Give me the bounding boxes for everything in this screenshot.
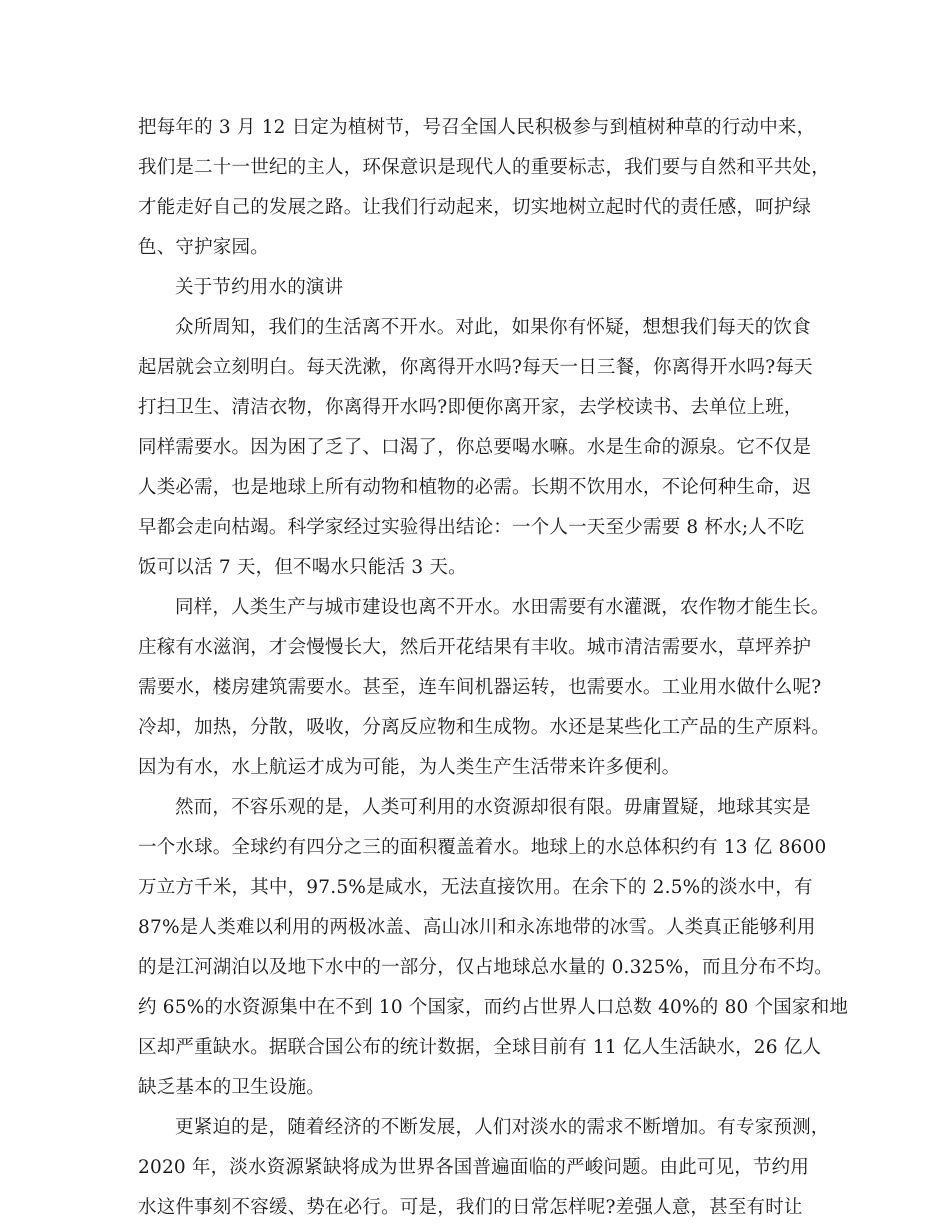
text-line: 打扫卫生、清洁衣物，你离得开水吗?即便你离开家，去学校读书、去单位上班， <box>138 397 803 418</box>
text-line: 冷却，加热，分散，吸收，分离反应物和生成物。水还是某些化工产品的生产原料。 <box>138 717 830 738</box>
text-line: 区却严重缺水。据联合国公布的统计数据，全球目前有 11 亿人生活缺水，26 亿人 <box>138 1037 822 1058</box>
text-line: 众所周知，我们的生活离不开水。对此，如果你有怀疑，想想我们每天的饮食 <box>175 317 811 338</box>
text-line: 的是江河湖泊以及地下水中的一部分，仅占地球总水量的 0.325%，而且分布不均。 <box>138 957 833 978</box>
text-line: 庄稼有水滋润，才会慢慢长大，然后开花结果有丰收。城市清洁需要水，草坪养护 <box>138 637 812 658</box>
text-line: 需要水，楼房建筑需要水。甚至，连车间机器运转，也需要水。工业用水做什么呢? <box>138 677 822 698</box>
text-line: 约 65%的水资源集中在不到 10 个国家，而约占世界人口总数 40%的 80 个国家和地 <box>138 997 849 1018</box>
text-line: 87%是人类难以利用的两极冰盖、高山冰川和永冻地带的冰雪。人类真正能够利用 <box>138 917 816 938</box>
text-line: 人类必需，也是地球上所有动物和植物的必需。长期不饮用水，不论何种生命，迟 <box>138 477 812 498</box>
text-line: 我们是二十一世纪的主人，环保意识是现代人的重要标志，我们要与自然和平共处， <box>138 157 830 178</box>
section-heading: 关于节约用水的演讲 <box>175 277 344 298</box>
text-line: 因为有水，水上航运才成为可能，为人类生产生活带来许多便利。 <box>138 757 681 778</box>
text-line: 起居就会立刻明白。每天洗漱，你离得开水吗?每天一日三餐，你离得开水吗?每天 <box>138 357 813 378</box>
text-line: 2020 年，淡水资源紧缺将成为世界各国普遍面临的严峻问题。由此可见，节约用 <box>138 1157 810 1178</box>
text-line: 同样需要水。因为困了乏了、口渴了，你总要喝水嘛。水是生命的源泉。它不仅是 <box>138 437 812 458</box>
text-line: 万立方千米，其中，97.5%是咸水，无法直接饮用。在余下的 2.5%的淡水中，有 <box>138 877 813 898</box>
text-line: 饭可以活 7 天，但不喝水只能活 3 天。 <box>138 557 467 578</box>
text-line: 水这件事刻不容缓、势在必行。可是，我们的日常怎样呢?差强人意，甚至有时让 <box>138 1197 803 1218</box>
text-line: 把每年的 3 月 12 日定为植树节，号召全国人民积极参与到植树种草的行动中来， <box>138 117 816 138</box>
text-line: 然而，不容乐观的是，人类可利用的水资源却很有限。毋庸置疑，地球其实是 <box>175 797 811 818</box>
text-line: 更紧迫的是，随着经济的不断发展，人们对淡水的需求不断增加。有专家预测， <box>175 1117 830 1138</box>
text-line: 才能走好自己的发展之路。让我们行动起来，切实地树立起时代的责任感，呵护绿 <box>138 197 812 218</box>
text-line: 色、守护家园。 <box>138 237 269 258</box>
text-line: 早都会走向枯竭。科学家经过实验得出结论：一个人一天至少需要 8 杯水;人不吃 <box>138 517 805 538</box>
text-line: 同样，人类生产与城市建设也离不开水。水田需要有水灌溉，农作物才能生长。 <box>175 597 830 618</box>
text-line: 一个水球。全球约有四分之三的面积覆盖着水。地球上的水总体积约有 13 亿 8600 <box>138 837 827 858</box>
text-line: 缺乏基本的卫生设施。 <box>138 1077 326 1098</box>
